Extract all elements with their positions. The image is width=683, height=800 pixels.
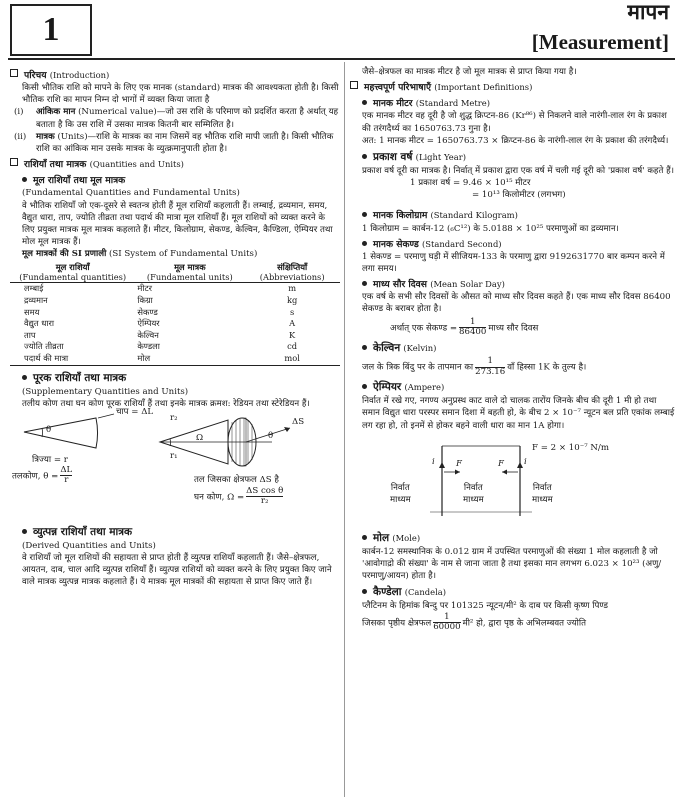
column-divider <box>344 62 345 797</box>
square-bullet-icon <box>10 158 18 166</box>
dot-bullet-icon <box>22 177 27 182</box>
light-year-eq1: 1 प्रकाश वर्ष = 9.46 × 10¹⁵ मीटर <box>410 178 531 189</box>
delta-s-label: ΔS <box>292 416 305 427</box>
medium-label-3: निर्वात माध्यम <box>532 482 553 506</box>
arc-label: चाप = ΔL <box>116 406 154 417</box>
r2-label: r₂ <box>170 412 178 423</box>
mole-text: कार्बन-12 समस्थानिक के 0.012 ग्राम में उपस्थित परमाणुओं की संख्या 1 मोल कहलाती है जो 'आवोगाद्रो की संख्या' के नाम से जाना जाता है तथा इसका मान लगभग 6.023 × 10²³ (अणु/परमाणु/आयन) होता है। <box>362 546 662 582</box>
continued-text: जैसे–क्षेत्रफल का मात्रक मीटर है जो मूल मात्रक से प्राप्त किया गया है। <box>362 67 577 77</box>
derived-heading-en: (Derived Quantities and Units) <box>22 540 156 551</box>
theta-label: θ <box>46 424 52 435</box>
i-right-label: i <box>524 456 527 467</box>
plane-angle-sector <box>24 418 98 448</box>
f-left-label: F <box>456 458 462 469</box>
supplementary-heading: पूरक राशियाँ तथा मात्रक <box>10 371 340 386</box>
dot-bullet-icon <box>362 535 367 540</box>
omega-label: Ω <box>196 432 204 443</box>
light-year-heading: प्रकाश वर्ष (Light Year) <box>350 150 675 165</box>
chapter-number: 1 <box>42 10 60 48</box>
si-header-quantity: मूल राशियाँ (Fundamental quantities) <box>10 262 135 283</box>
kilogram-text: 1 किलोग्राम = कार्बन-12 (₆C¹²) के 5.0188 × 10²⁵ परमाणुओं का द्रव्यमान। <box>362 223 619 234</box>
definitions-heading: महत्त्वपूर्ण परिभाषाएँ (Important Definitions) <box>350 81 675 94</box>
derived-text: वे राशियाँ जो मूल राशियों की सहायता से प्राप्त होती हैं व्युत्पन्न राशियाँ कहलाती हैं। जैसे–क्षेत्रफल, आयतन, दाब, चाल आदि व्युत्पन्न राशियाँ हैं। व्युत्पन्न राशियों को व्यक्त करने के लिए प्रयुक्त किए जाने वाले मात्रक व्युत्पन्न मात्रक कहलाते हैं। ये मात्रक मूल मात्रकों की सहायता से प्राप्त किए जाते हैं। <box>22 553 332 588</box>
second-text: 1 सेकण्ड = परमाणु घड़ी में सीजियम-133 के परमाणु द्वारा 9192631770 बार कम्पन करने में लगा समय। <box>362 251 665 274</box>
quantities-heading: राशियाँ तथा मात्रक (Quantities and Units) <box>10 158 340 171</box>
right-column <box>350 66 675 796</box>
solar-day-equation: अर्थात् एक सेकण्ड = $\frac{1}{86400}$ माध्य सौर दिवस <box>390 316 539 338</box>
medium-label-1: निर्वात माध्यम <box>390 482 411 506</box>
current-arrow-left <box>439 462 445 468</box>
intro-text: किसी भौतिक राशि को मापने के लिए एक मानक (standard) मात्रक की आवश्यकता होती है। किसी भौतिक राशि का मापन निम्न दो भागों में व्यक्त किया जाता है <box>22 83 339 106</box>
dot-bullet-icon <box>362 154 367 159</box>
ampere-figure-svg <box>350 432 675 528</box>
angle-diagram <box>10 406 340 522</box>
f-right-label: F <box>498 458 504 469</box>
derived-heading: व्युत्पन्न राशियाँ तथा मात्रक <box>10 525 340 540</box>
theta2-label: θ <box>268 430 274 441</box>
table-row: समय सेकण्ड s <box>24 306 295 317</box>
supplementary-heading-en: (Supplementary Quantities and Units) <box>22 386 189 397</box>
si-caption: मूल मात्रकों की SI प्रणाली (SI System of Fundamental Units) <box>22 249 258 260</box>
kelvin-heading: केल्विन (Kelvin) <box>350 341 675 356</box>
table-row: लम्बाई मीटर m <box>24 283 297 294</box>
second-heading: मानक सेकण्ड (Standard Second) <box>350 238 675 251</box>
light-year-text: प्रकाश वर्ष दूरी का मात्रक है। निर्वात् में प्रकाश द्वारा एक वर्ष में चली गई दूरी को 'प्रकाश वर्ष' कहते हैं। <box>362 165 674 176</box>
dot-bullet-icon <box>362 345 367 350</box>
ampere-heading: ऐम्पियर (Ampere) <box>350 380 675 395</box>
si-header-unit: मूल मात्रक (Fundamental units) <box>135 262 244 283</box>
metre-text: एक मानक मीटर वह दूरी है जो शुद्ध क्रिप्टन-86 (Kr⁸⁶) से निकलने वाले नारंगी-लाल रंग के प्रकाश की तरंगदैर्ध्य का 1650763.73 गुना है। <box>362 111 667 134</box>
dot-bullet-icon <box>22 375 27 380</box>
kelvin-text: जल के त्रिक बिंदु पर के तापमान का $\frac{1}{273.16}$ वाँ हिस्सा 1K के तुल्य है। <box>362 356 587 377</box>
square-bullet-icon <box>350 81 358 89</box>
candela-heading: कैण्डेला (Candela) <box>350 585 675 600</box>
theta-arc <box>42 428 43 437</box>
candela-text-2: जिसका पृष्ठीय क्षेत्रफल $\frac{1}{60000}$ मी² हो, द्वारा पृष्ठ के अभिलम्बवत ज्योति <box>362 611 587 632</box>
i-left-label: i <box>432 456 435 467</box>
fundamental-heading-en: (Fundamental Quantities and Fundamental Units) <box>22 188 240 199</box>
table-row: पदार्थ की मात्रा मोल mol <box>10 353 340 365</box>
force-label: F = 2 × 10⁻⁷ N/m <box>532 442 609 453</box>
table-row: ताप केल्विन K <box>24 329 296 340</box>
fundamental-heading: मूल राशियाँ तथा मूल मात्रक <box>10 174 340 187</box>
mole-heading: मोल (Mole) <box>350 531 675 546</box>
intro-item-1: (i) आंकिक मान (Numerical value)—जो उस राशि के परिमाण को प्रदर्शित करता है अर्थात् यह बताता है कि उस राशि में उसका मात्रक कितनी बार सम्मिलित है। <box>14 107 339 130</box>
dot-bullet-icon <box>362 281 367 286</box>
area-label: तल जिसका क्षेत्रफल ΔS है <box>194 474 279 485</box>
solid-angle-label: घन कोण, Ω = $\frac{\text{ΔS cos θ}}{\text{r₂}}$ <box>194 485 284 507</box>
candela-text: प्लैटिनम के हिमांक बिन्दु पर 101325 न्यूटन/मी² के दाब पर किसी कृष्ण पिण्ड <box>362 601 609 612</box>
intro-heading: परिचय (Introduction) <box>10 69 340 82</box>
ampere-diagram <box>350 432 675 528</box>
dot-bullet-icon <box>22 529 27 534</box>
table-row: वैद्युत धारा ऐम्पियर A <box>24 318 296 329</box>
fundamental-text: वे भौतिक राशियाँ जो एक-दूसरे से स्वतन्त्र होती हैं मूल राशियाँ कहलाती हैं। लम्बाई, द्रव्यमान, समय, वैद्युत धारा, ताप, ज्योति तीव्रता तथा पदार्थ की मात्रा मूल राशियाँ हैं। मूल राशियों को व्यक्त करने के लिए प्रयुक्त मात्रक मूल मात्रक कहलाते हैं। मीटर, किलोग्राम, सेकण्ड, केल्विन, कैण्डिला, ऐम्पियर तथा मोल मूल मात्रक हैं। <box>22 200 333 248</box>
chapter-title-hindi: मापन <box>627 0 669 24</box>
solar-day-heading: माध्य सौर दिवस (Mean Solar Day) <box>350 278 675 291</box>
dot-bullet-icon <box>362 589 367 594</box>
dot-bullet-icon <box>362 384 367 389</box>
dot-bullet-icon <box>362 100 367 105</box>
plane-angle-label: तलकोण, θ = $\frac{\Delta L}{r}$ <box>12 464 73 486</box>
arc-pointer <box>98 414 114 418</box>
metre-text-2: अत: 1 मानक मीटर = 1650763.73 × क्रिप्टन-86 के नारंगी-लाल रंग के प्रकाश की तरंगदैर्ध्य। <box>362 135 669 146</box>
radius-label: त्रिज्या = r <box>32 454 68 465</box>
si-table-header <box>10 262 340 283</box>
si-header-abbrev: संक्षिप्तियाँ (Abbreviations) <box>244 262 340 283</box>
chapter-title-english: [Measurement] <box>531 30 669 54</box>
solar-day-text: एक वर्ष के सभी सौर दिवसों के औसत को माध्य सौर दिवस कहते हैं। एक माध्य सौर दिवस 86400 सेकण्ड के बराबर होता है। <box>362 292 671 315</box>
light-year-eq2: = 10¹³ किलोमीटर (लगभग) <box>472 190 566 201</box>
ampere-text: निर्वात में रखे गए, नगण्य अनुप्रस्थ काट वाले दो चालक तारोंय जिनके बीच की दूरी 1 मी हो तथा समान विद्युत धारा परस्पर समान दिशा में बहती हो, के बीच 2 × 10⁻⁷ न्यूटन बल प्रति एकांक लम्बाई लग रहा हो, तो इनमें से होकर बहने वाली धारा का मान 1A होगा। <box>362 396 675 431</box>
table-row: ज्योति तीव्रता केण्डला cd <box>24 341 298 352</box>
si-units-table <box>10 262 340 366</box>
square-bullet-icon <box>10 69 18 77</box>
r1-label: r₁ <box>170 450 178 461</box>
supplementary-text: तलीय कोण तथा घन कोण पूरक राशियाँ हैं तथा इनके मात्रक क्रमश: रेडियन तथा स्टेरेडियन हैं। <box>22 398 310 409</box>
metre-heading: मानक मीटर (Standard Metre) <box>350 97 675 110</box>
left-column <box>10 66 340 796</box>
dot-bullet-icon <box>362 212 367 217</box>
dot-bullet-icon <box>362 241 367 246</box>
table-row: द्रव्यमान किग्रा kg <box>24 294 298 305</box>
chapter-number-box <box>10 4 92 56</box>
current-arrow-right <box>517 462 523 468</box>
medium-label-2: निर्वात माध्यम <box>463 482 484 506</box>
kilogram-heading: मानक किलोग्राम (Standard Kilogram) <box>350 209 675 222</box>
header-rule <box>8 58 675 60</box>
intro-item-2: (ii) मात्रक (Units)—राशि के मात्रक का नाम जिसमें वह भौतिक राशि मापी जाती है। किसी भौतिक राशि का आंकिक मान उसके मात्रक के व्युत्क्रमानुपाती होता है। <box>14 131 334 155</box>
